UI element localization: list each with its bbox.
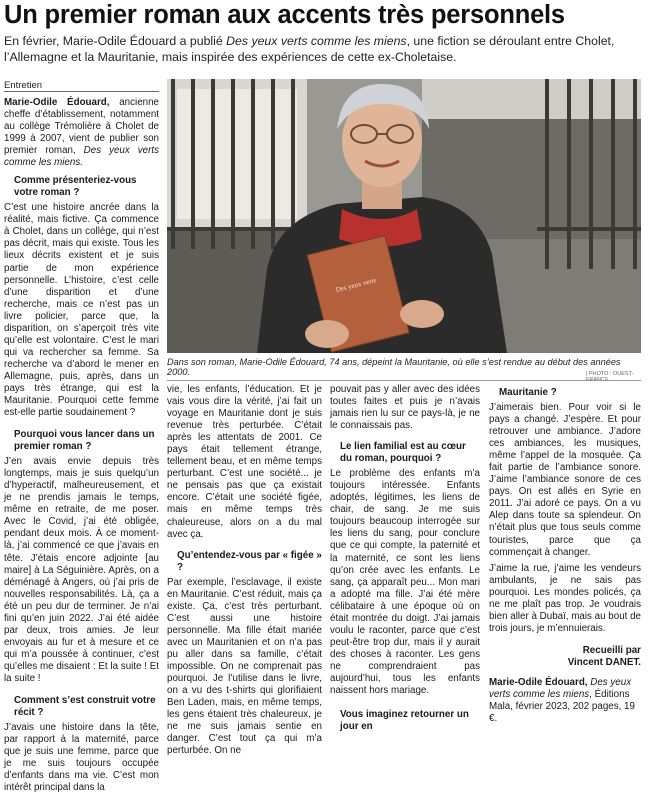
intro-text: ancienne cheffe d’établissement, notamment au collège Trémolière à Cholet de 1999 à 2007, vient de publier son premier roman, [4, 97, 159, 157]
intro-paragraph [4, 97, 159, 169]
book-label: Des yeux verts [334, 276, 378, 295]
book-title: Des yeux verts comme les miens [489, 676, 632, 701]
signature-line-2: Vincent DANET. [567, 656, 641, 668]
question-3: Comment s’est construit votre récit ? [14, 695, 156, 719]
answer-1: C’est une histoire ancrée dans la réalité, mais fictive. Ça commence à Cholet, dans un collège, qui n’est pas décrit, mais qui existe. Tous les lieux décrits existent et je suis partie de mon expérience personnelle. L’histoire, c’est celle d’une disparition et d’une recherche, mais ce n’est pas un livre policier, parce que, la disparition, on s’aperçoit très vite qu’elle est volontaire. C’est le mari qui va rechercher sa femme. Sa recherche va d’abord le mener en Allemagne, puis, après, dans un pays très étrange, qui est la Mauritanie. Pourquoi cette femme est-elle partie soudainement ? [4, 202, 159, 419]
book-author: Marie-Odile Édouard, [489, 676, 588, 688]
standfirst-text-end: , une fiction se déroulant entre Cholet, l’Allemagne et la Mauritanie, mais inspirée des expériences de cette ex-Choletaise. [4, 34, 615, 64]
question-6: Vous imaginez retourner un jour en [340, 709, 469, 733]
section-tag: Entretien [4, 80, 159, 92]
question-4: Qu’entendez-vous par « figée » ? [177, 549, 322, 573]
divider-rule [167, 380, 641, 381]
standfirst-text: En février, Marie-Odile Édouard a publié [4, 34, 227, 48]
answer-2: J’en avais envie depuis très longtemps, mais je suis quelqu’un d’hyperactif, malheureusement, et je ne prendis jamais le temps, même en retraite, de me poser. Avec le Covid, j’ai été obligée, pendant deux mois. À ce moment-là, j’ai commencé ce que j’avais en tête. J’étais encore adjointe [au maire] à La Séguinière. Après, on a déménagé à Angers, où j’ai pris de nouvelles responsabilités. Là, ça a été un peu dur de terminer. Je n’ai fini qu’en juin 2022. J’ai été aidée par deux, trois amies. Je leur envoyais au fur et à mesure et ce qui m’a poussée à continuer, c’est qu’elles me disaient : Et la suite ! Et la suite ! [4, 456, 159, 684]
intro-book-title: Des yeux verts comme les miens. [4, 145, 159, 169]
question-5: Le lien familial est au cœur du roman, pourquoi ? [340, 441, 466, 465]
book-reference [489, 677, 641, 725]
column-1 [4, 97, 159, 794]
standfirst-book-title: Des yeux verts comme les miens [226, 34, 407, 48]
answer-3: J’avais une histoire dans la tête, par rapport à la maternité, parce que je suis une femme, parce que je me suis toujours occupée d’enfants dans ma vie. C’est mon intérêt principal dans la [4, 722, 159, 794]
answer-4-continued: pouvait pas y aller avec des idées toutes faites et puis je n’avais jamais rien lu sur ce pays-là, je ne le connaissais pas. [330, 384, 480, 432]
standfirst [4, 34, 644, 65]
intro-name: Marie-Odile Édouard, [4, 97, 110, 108]
book-info: , Éditions Mala, février 2023, 202 pages, 19 €. [489, 689, 635, 725]
answer-6: J’aimerais bien. Pour voir si le pays a changé. J’espère. Et pour retrouver une ambiance. J’adore ces ambiances, les musiques, même l’appel de la mosquée. Ça fait partie de l’ambiance sonore. J’aime l’ambiance sonore de ces pays. On est allés en Syrie en 2011. J’ai adoré ce pays. On a vu Alep dans toute sa splendeur. On n’était plus que tous seuls comme touristes, parce que ça commençait à changer. [489, 402, 641, 558]
portrait-photo-svg [167, 79, 641, 353]
sky-area [422, 79, 641, 119]
answer-3-continued: vie, les enfants, l’éducation. Et je vais vous dire la vérité, j’ai fait un voyage en Mauritanie dont je suis revenue très perturbée. C’était après les attentats de 2001. Ce pays était tellement étrange, tellement beau, et en même temps perturbant. C’est une société... je ne pensais pas que ça existait encore. C’était une société figée, mais en même temps très chaleureuse, alors on a du mal avec ça. [167, 384, 322, 540]
headline: Un premier roman aux accents très personnels [4, 1, 565, 29]
answer-5: Le problème des enfants m’a toujours intéressée. Enfants adoptés, légitimes, les liens de chair, de sang. Je me suis toujours beaucoup interrogée sur les liens du sang, pour conclure que ce qui compte, la paternité et la maternité, ce sont les liens qu’on crée avec les enfants. Le sang, ça apparaît peu... Mon mari a adopté ma fille. J’ai été mère célibataire à une époque où on était montrée du doigt. J’ai jamais voulu le raconter, parce que c’est peut-être trop dur, mais il y aurait des choses à raconter. Les gens ne comprendraient pas aujourd’hui, tous les enfants naissent hors mariage. [330, 468, 480, 697]
photo [167, 79, 641, 353]
answer-7: J’aime la rue, j’aime les vendeurs ambulants, je ne sais pas pourquoi. Les mondes policés, ça ne me plaît pas trop. Je voudrais bien aller à Dubaï, mais au bout de trois jours, je m’ennuierais. [489, 562, 641, 634]
question-1: Comme présenteriez-vous votre roman ? [14, 175, 137, 199]
photo-caption: Dans son roman, Marie-Odile Édouard, 74 ans, dépeint la Mauritanie, où elle s’est rendue au début des années 2000. [167, 357, 621, 377]
column-3 [330, 384, 480, 736]
column-2 [167, 384, 322, 757]
answer-4: Par exemple, l’esclavage, il existe en Mauritanie. C’est réduit, mais ça existe. Ça, c’est très perturbant. C’est aussi une histoire personnelle. Ma fille était mariée avec un Mauritanien et on n’a pas pu aller dans sa famille, c’était impossible. On ne comprenait pas pourquoi. Je l’utilise dans le livre, on a vu des t-shirts qui glorifiaient Ben Laden, mais, en même temps, les gens étaient très chaleureux, je ne me suis jamais sentie en danger. C’est tout ça qui m’a perturbée. On ne [167, 576, 322, 757]
photo-credit: | PHOTO : OUEST- [586, 371, 634, 377]
signature-line-1: Recueilli par [582, 644, 641, 656]
column-4 [489, 384, 641, 725]
question-2: Pourquoi vous lancer dans un premier roman ? [14, 429, 155, 453]
right-hand [400, 300, 444, 328]
left-hand [305, 320, 349, 348]
question-6-continued: Mauritanie ? [499, 387, 557, 398]
